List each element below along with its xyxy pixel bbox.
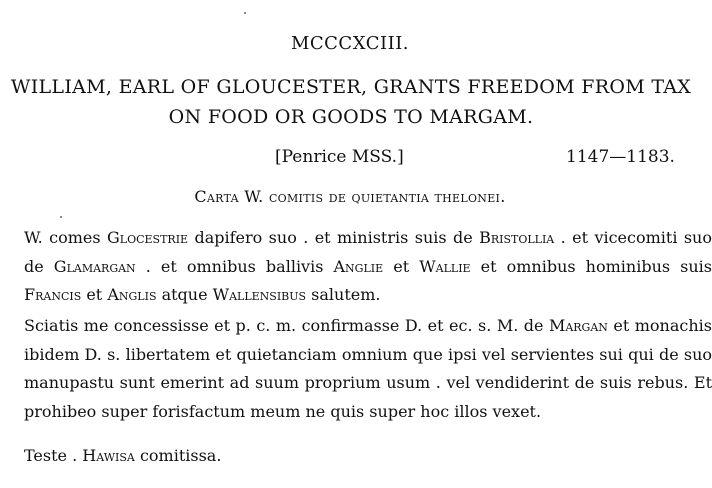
paper-speck — [244, 12, 246, 14]
text-run: dapifero suo . et ministris suis de — [188, 228, 480, 247]
place-name: Bristollia — [479, 228, 555, 247]
text-run: W. comes — [24, 228, 107, 247]
text-run: et monachis ibidem D. s. libertatem et quietanciam omnium que ipsi vel servientes sui qui de suo manupastu sunt emerint ad suum proprium usum . vel vendiderint de suis rebus. Et prohibeo super forisfactum meum ne quis super hoc illos vexet. — [24, 316, 712, 421]
people-name: Wallensibus — [212, 285, 307, 304]
paragraph-grant — [6, 312, 712, 426]
text-run: et omnibus hominibus suis — [470, 256, 712, 276]
text-run: salutem. — [306, 285, 381, 304]
text-run: . et omnibus ballivis — [135, 256, 334, 276]
text-run: Sciatis me concessisse et p. c. m. confirmasse D. et ec. s. M. de — [24, 316, 549, 335]
place-name: Wallie — [419, 256, 471, 276]
place-name: Anglie — [333, 256, 384, 276]
charter-number: MCCCXCIII. — [290, 33, 410, 54]
paragraph-witness — [6, 442, 712, 471]
source-reference: [Penrice MSS.] — [275, 147, 404, 167]
text-run: atque — [156, 285, 213, 304]
text-run: comitissa. — [134, 446, 222, 465]
people-name: Francis — [24, 285, 82, 304]
people-name: Anglis — [107, 285, 157, 304]
place-name: Glocestrie — [106, 228, 189, 247]
place-name: Margan — [548, 316, 608, 335]
source-line — [0, 147, 700, 171]
charter-heading: Carta W. comitis de quietantia thelonei. — [194, 187, 506, 206]
place-name: Glamargan — [53, 256, 136, 276]
charter-date: 1147—1183. — [566, 147, 675, 167]
text-run: et — [383, 256, 420, 276]
witness-name: Hawisa — [82, 446, 135, 465]
paragraph-address — [6, 224, 712, 310]
charter-title: WILLIAM, EARL OF GLOUCESTER, GRANTS FREEDOM FROM TAX ON FOOD OR GOODS TO MARGAM. — [10, 76, 692, 128]
paper-speck — [60, 216, 62, 218]
text-run: Teste . — [24, 446, 83, 465]
text-run: . et vicecomiti suo de — [24, 228, 712, 276]
text-run: et — [81, 285, 108, 304]
